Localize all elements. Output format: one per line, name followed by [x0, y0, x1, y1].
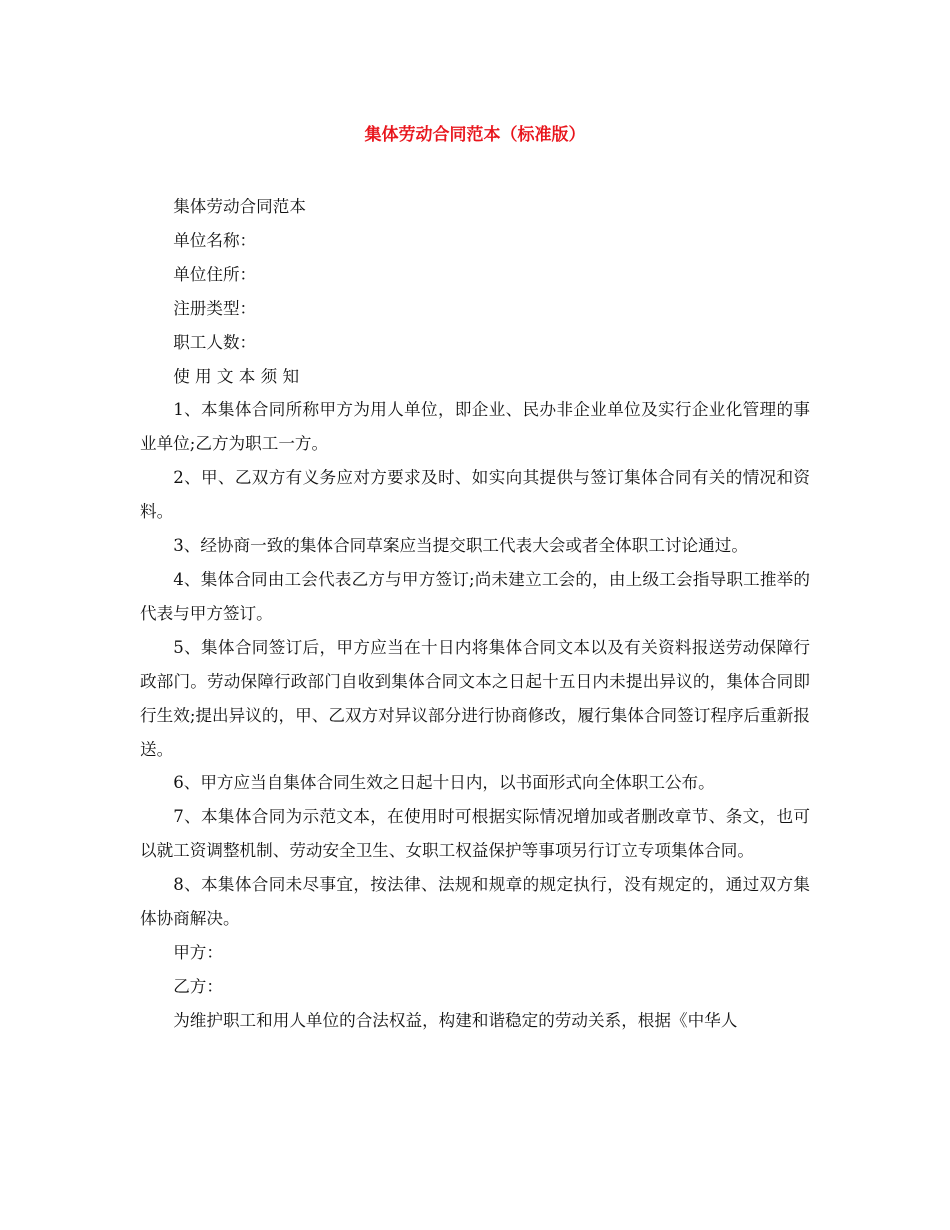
- notice-item-8: 8、本集体合同未尽事宜，按法律、法规和规章的规定执行，没有规定的，通过双方集体协商解决。: [140, 875, 810, 929]
- party-a-field: 甲方：: [173, 942, 223, 962]
- notice-item-2: 2、甲、乙双方有义务应对方要求及时、如实向其提供与签订集体合同有关的情况和资料。: [140, 468, 810, 522]
- party-b-field: 乙方：: [173, 976, 223, 996]
- contract-heading: 集体劳动合同范本: [173, 197, 306, 216]
- registration-type-field: 注册类型：: [173, 298, 257, 318]
- notice-item-4: 4、集体合同由工会代表乙方与甲方签订;尚未建立工会的，由上级工会指导职工推举的代表与甲方签订。: [140, 569, 810, 623]
- notice-heading: 使 用 文 本 须 知: [173, 366, 300, 386]
- notice-item-7: 7、本集体合同为示范文本，在使用时可根据实际情况增加或者删改章节、条文，也可以就工资调整机制、劳动安全卫生、女职工权益保护等事项另行订立专项集体合同。: [140, 807, 810, 861]
- document-body: [140, 190, 810, 1038]
- preamble-paragraph: 为维护职工和用人单位的合法权益，构建和谐稳定的劳动关系，根据《中华人: [173, 1010, 738, 1030]
- document-title: 集体劳动合同范本（标准版）: [364, 125, 586, 145]
- notice-item-3: 3、经协商一致的集体合同草案应当提交职工代表大会或者全体职工讨论通过。: [173, 536, 748, 556]
- unit-name-field: 单位名称：: [173, 230, 257, 250]
- employee-count-field: 职工人数：: [173, 332, 257, 352]
- notice-item-6: 6、甲方应当自集体合同生效之日起十日内，以书面形式向全体职工公布。: [173, 773, 715, 793]
- unit-address-field: 单位住所：: [173, 264, 257, 284]
- notice-item-1: 1、本集体合同所称甲方为用人单位，即企业、民办非企业单位及实行企业化管理的事业单位;乙方为职工一方。: [140, 400, 810, 454]
- notice-item-5: 5、集体合同签订后，甲方应当在十日内将集体合同文本以及有关资料报送劳动保障行政部门。劳动保障行政部门自收到集体合同文本之日起十五日内未提出异议的，集体合同即行生效;提出异议的，甲、乙双方对异议部分进行协商修改，履行集体合同签订程序后重新报送。: [140, 637, 810, 759]
